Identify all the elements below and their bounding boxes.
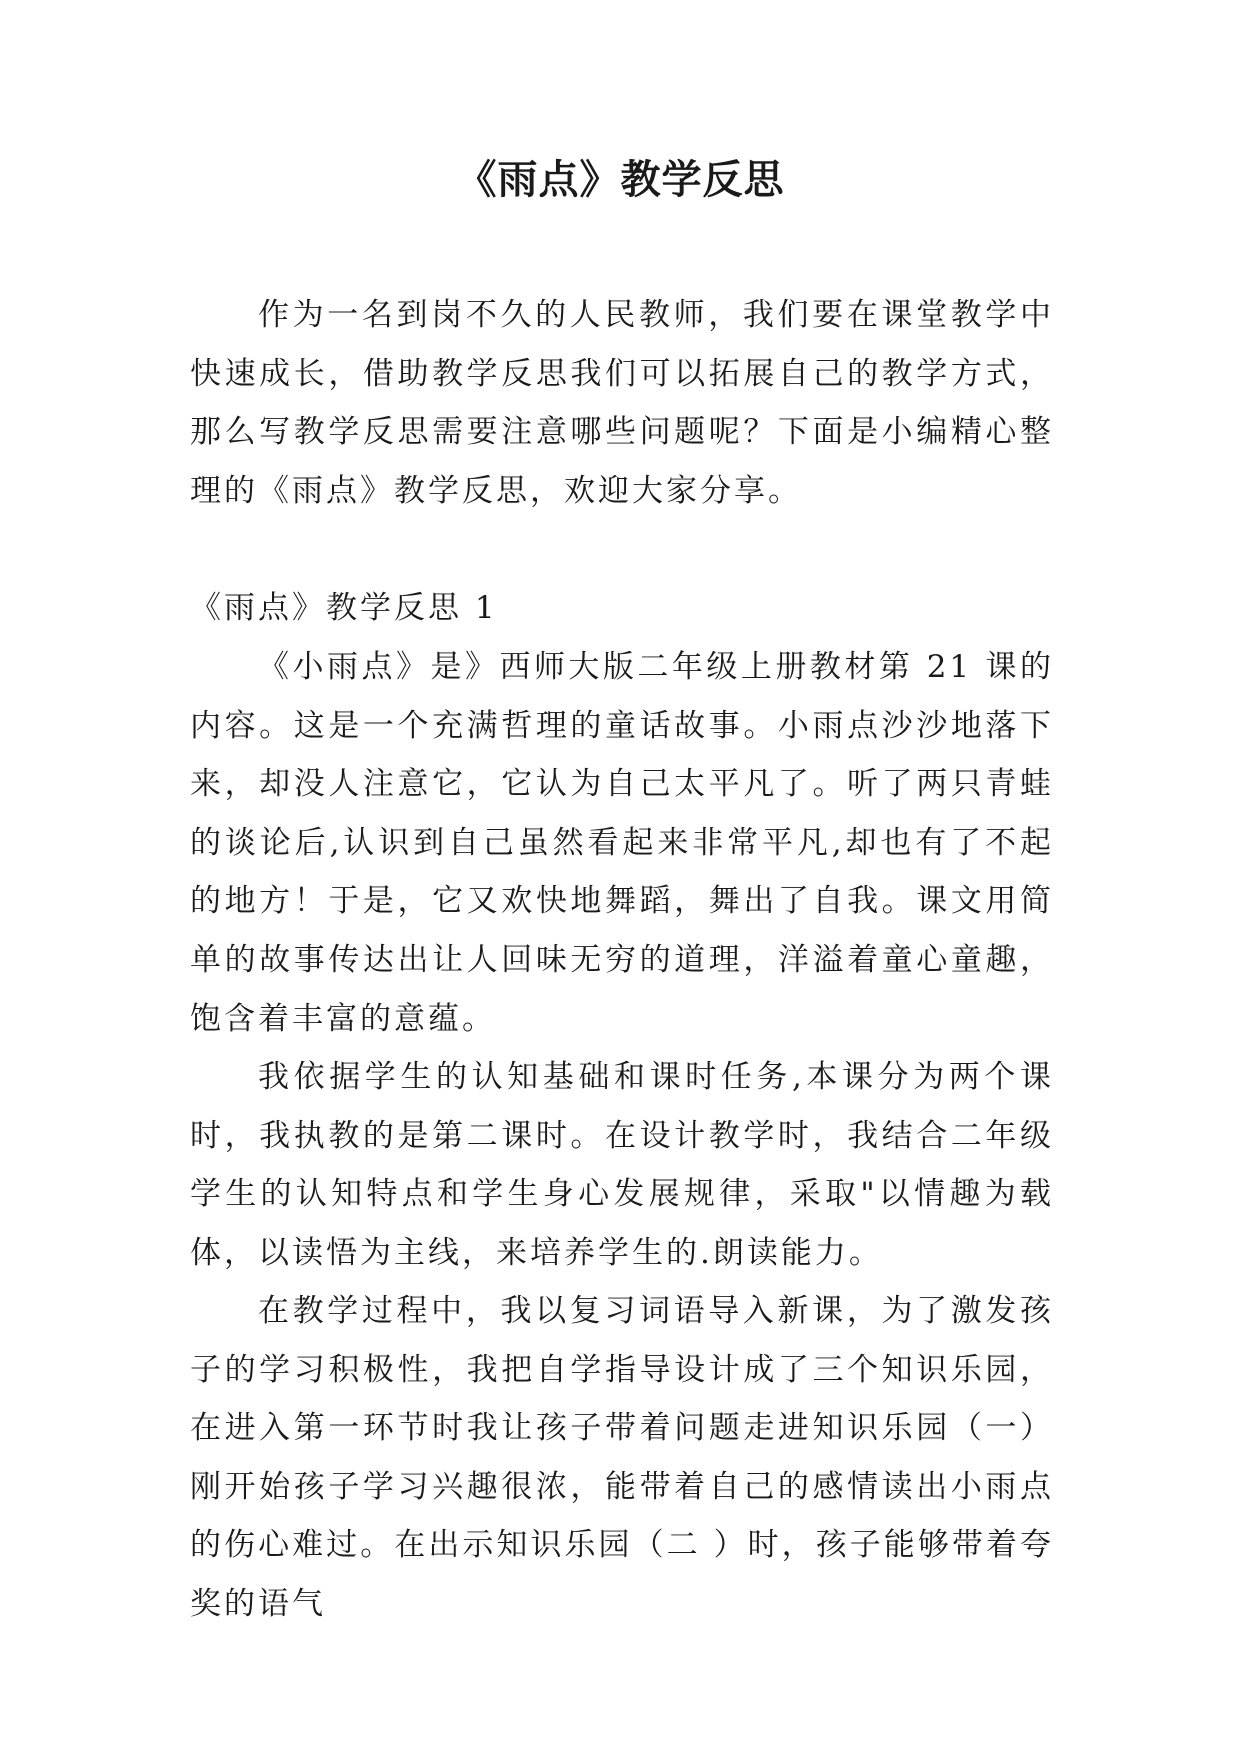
body-paragraph-3: 在教学过程中，我以复习词语导入新课，为了激发孩子的学习积极性，我把自学指导设计成了三个知识乐园，在进入第一环节时我让孩子带着问题走进知识乐园（一）刚开始孩子学习兴趣很浓，能带着自己的感情读出小雨点的伤心难过。在出示知识乐园（二 ）时，孩子能够带着夸奖的语气 (190, 1293, 1054, 1622)
section-heading: 《雨点》教学反思 1 (190, 590, 498, 626)
body-paragraph-2: 我依据学生的认知基础和课时任务,本课分为两个课时，我执教的是第二课时。在设计教学时，我结合二年级学生的认知特点和学生身心发展规律，采取"以情趣为载体，以读悟为主线，来培养学生的.朗读能力。 (190, 1059, 1054, 1271)
document-title: 《雨点》教学反思 (456, 157, 785, 203)
intro-paragraph: 作为一名到岗不久的人民教师，我们要在课堂教学中快速成长，借助教学反思我们可以拓展自己的教学方式，那么写教学反思需要注意哪些问题呢？下面是小编精心整理的《雨点》教学反思，欢迎大家分享。 (190, 297, 1054, 509)
body-paragraph-1: 《小雨点》是》西师大版二年级上册教材第 21 课的内容。这是一个充满哲理的童话故事。小雨点沙沙地落下来，却没人注意它，它认为自己太平凡了。听了两只青蛙的谈论后,认识到自己虽然看起来非常平凡,却也有了不起的地方！于是，它又欢快地舞蹈，舞出了自我。课文用简单的故事传达出让人回味无穷的道理，洋溢着童心童趣，饱含着丰富的意蕴。 (190, 649, 1054, 1037)
